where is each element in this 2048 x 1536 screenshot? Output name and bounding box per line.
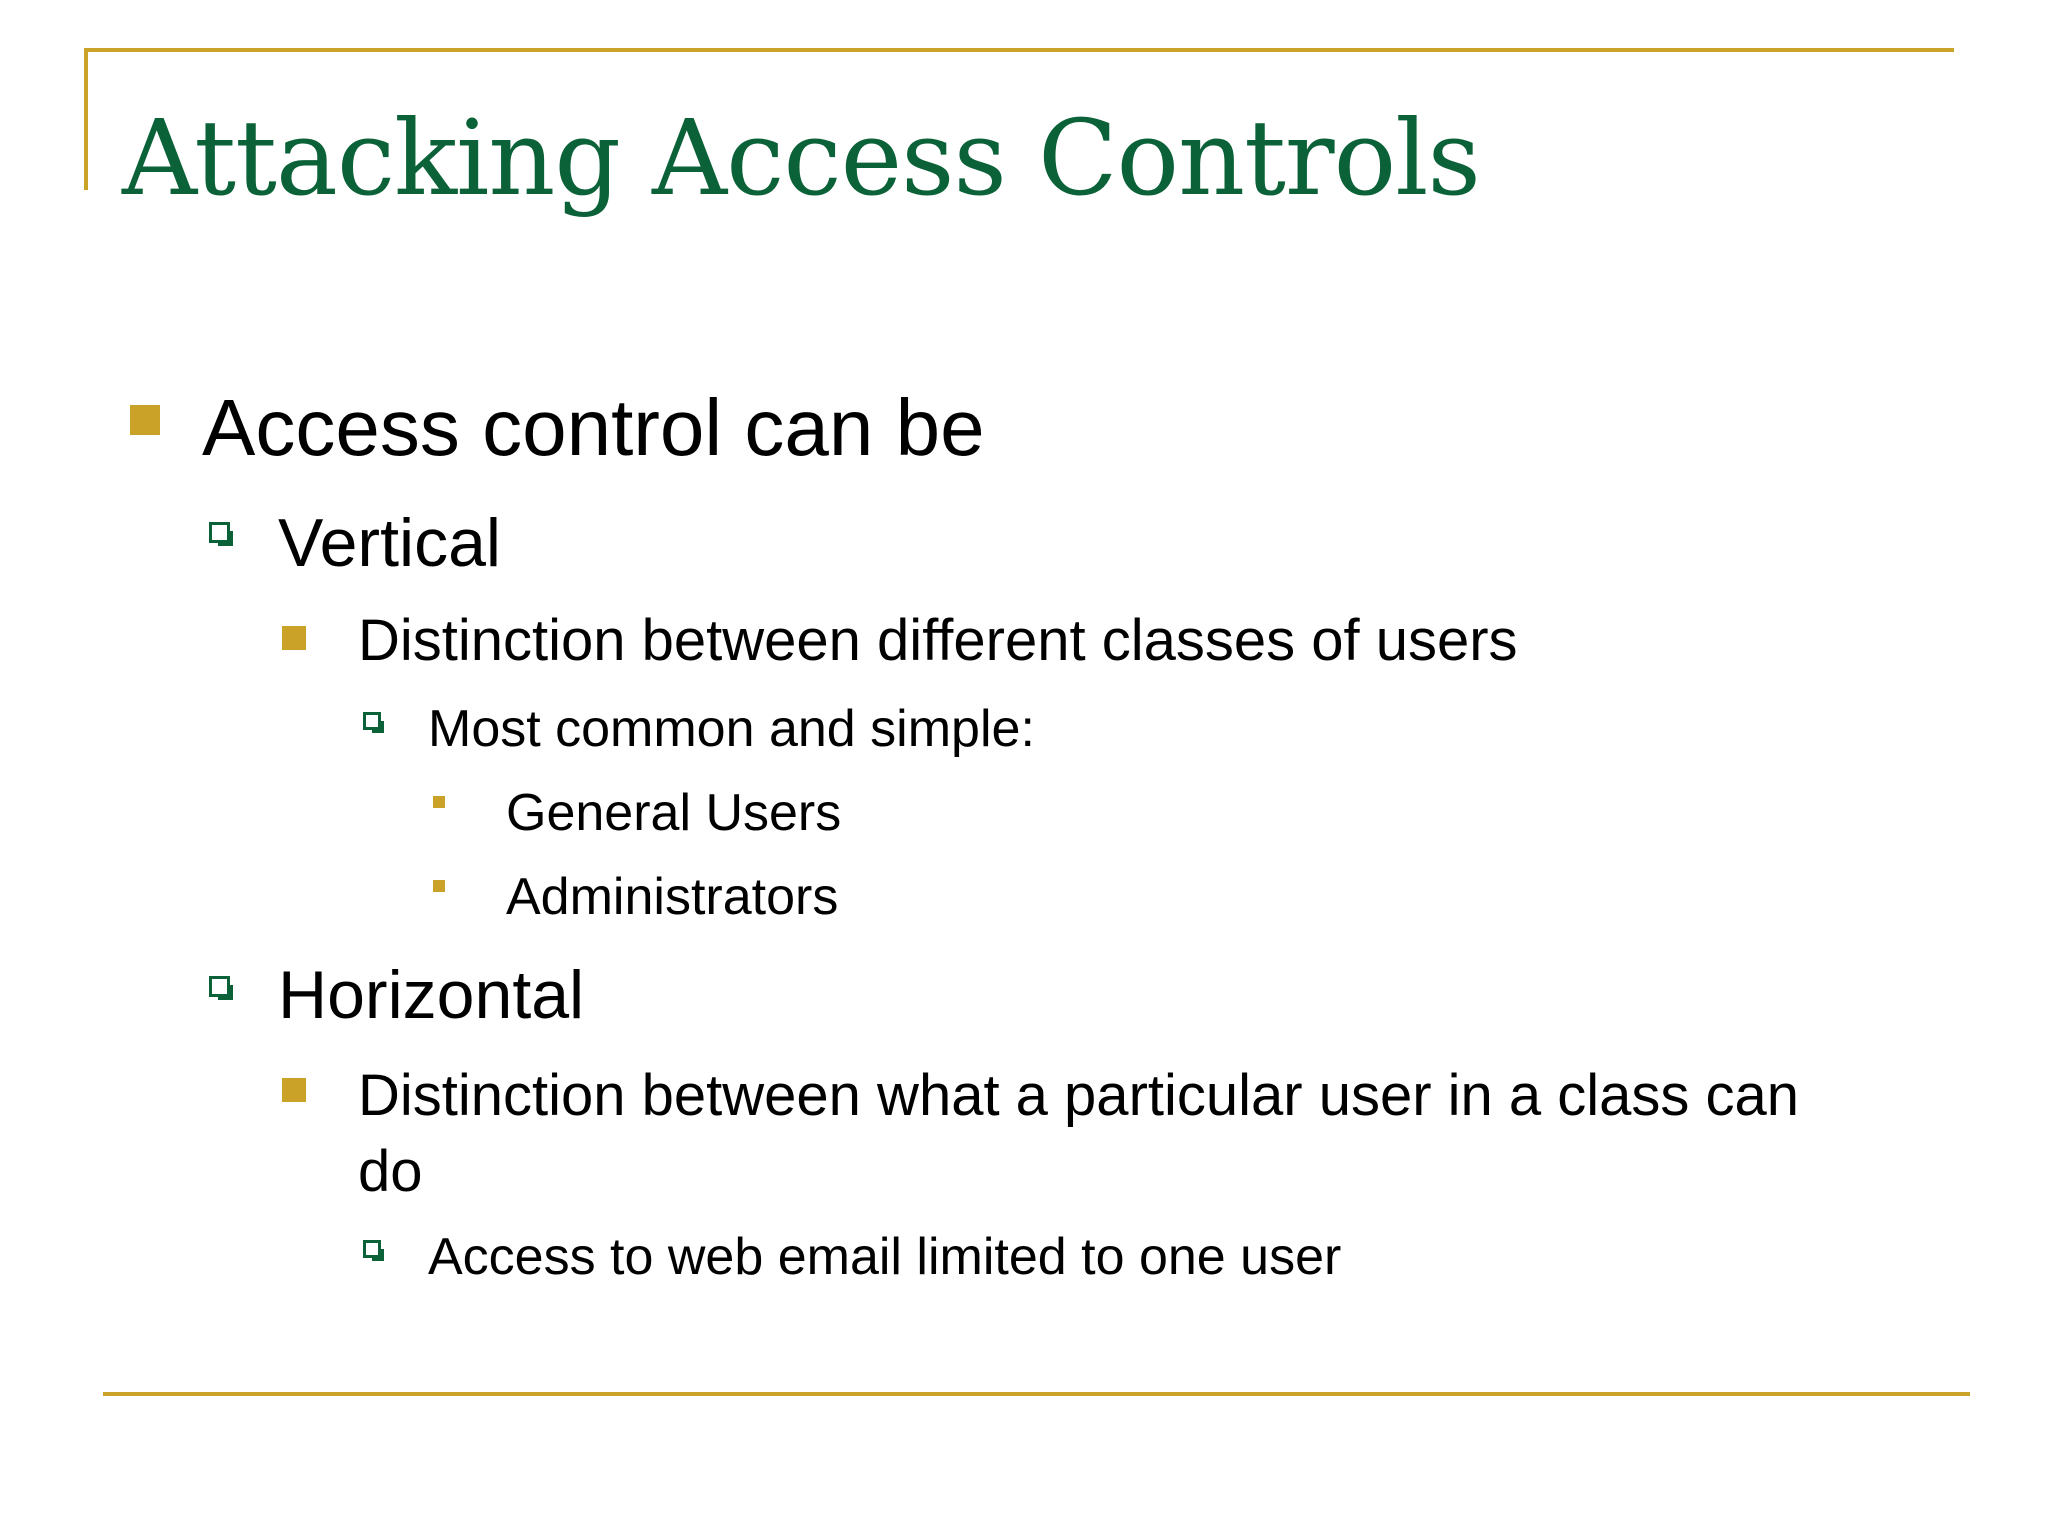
hollow-square-bullet-icon	[363, 712, 381, 730]
frame-top-rule	[84, 48, 1954, 52]
bullet-item-distinction-user	[358, 1058, 1799, 1210]
bullet-text: Vertical	[278, 505, 501, 581]
bullet-item-administrators	[506, 866, 838, 928]
slide-title: Attacking Access Controls	[122, 97, 1480, 219]
bullet-item-web-email	[428, 1226, 1341, 1288]
small-filled-square-bullet-icon	[433, 880, 445, 892]
bullet-item-most-common	[428, 698, 1035, 760]
filled-square-bullet-icon	[282, 1078, 306, 1102]
bullet-item-vertical	[278, 503, 501, 583]
bullet-text: Distinction between what a particular user in a class can	[358, 1063, 1800, 1128]
bullet-text: Administrators	[506, 868, 839, 926]
hollow-square-bullet-icon	[209, 976, 230, 997]
hollow-square-bullet-icon	[363, 1240, 381, 1258]
bullet-item-general-users	[506, 782, 841, 844]
bullet-item-access-control	[202, 380, 985, 476]
hollow-square-bullet-icon	[209, 522, 230, 543]
bullet-text: Access control can be	[202, 383, 985, 472]
bullet-item-horizontal	[278, 955, 584, 1035]
bullet-text: Horizontal	[278, 957, 585, 1033]
small-filled-square-bullet-icon	[433, 796, 445, 808]
bullet-item-distinction-classes	[358, 607, 1518, 675]
bullet-text: Most common and simple:	[428, 700, 1035, 758]
bullet-text: Distinction between different classes of users	[358, 608, 1518, 673]
bullet-text-continuation: do	[358, 1139, 423, 1204]
frame-left-rule	[84, 48, 88, 190]
frame-bottom-rule	[103, 1392, 1970, 1396]
bullet-text: Access to web email limited to one user	[428, 1228, 1342, 1286]
bullet-text: General Users	[506, 784, 842, 842]
filled-square-bullet-icon	[130, 405, 160, 435]
filled-square-bullet-icon	[282, 626, 306, 650]
